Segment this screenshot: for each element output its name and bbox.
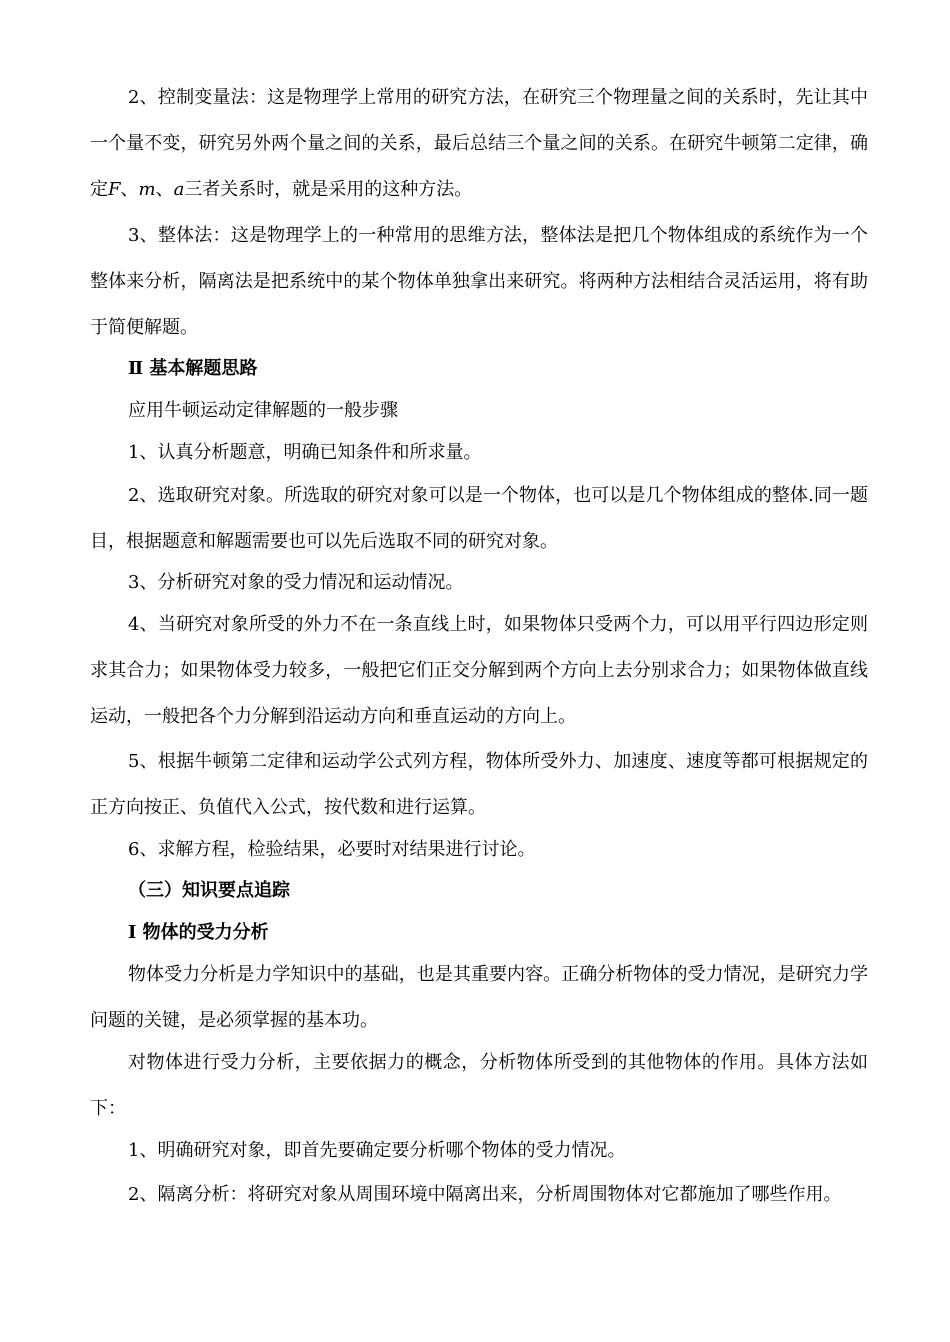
paragraph-step-4: 4、当研究对象所受的外力不在一条直线上时，如果物体只受两个力，可以用平行四边形定则求其合力；如果物体受力较多，一般把它们正交分解到两个方向上去分别求合力；如果物体做直线运动，一般把各个力分解到沿运动方向和垂直运动的方向上。 bbox=[90, 614, 868, 727]
paragraph-method-step-1: 1、明确研究对象，即首先要确定要分析哪个物体的受力情况。 bbox=[128, 1140, 626, 1161]
paragraph-force-analysis-method: 对物体进行受力分析，主要依据力的概念，分析物体所受到的其他物体的作用。具体方法如下： bbox=[90, 1052, 868, 1119]
paragraph-holistic-method: 3、整体法：这是物理学上的一种常用的思维方法，整体法是把几个物体组成的系统作为一个整体来分析，隔离法是把系统中的某个物体单独拿出来研究。将两种方法相结合灵活运用，将有助于简便解题。 bbox=[90, 225, 868, 338]
section-heading-problem-solving: Ⅱ 基本解题思路 bbox=[128, 358, 258, 379]
symbol-F: F bbox=[108, 179, 121, 200]
paragraph-text: 2、控制变量法：这是物理学上常用的研究方法，在研究三个物理量之间的关系时，先让其中一个量不变，研究另外两个量之间的关系，最后总结三个量之间的关系。在研究牛顿第二定律，确定 bbox=[90, 87, 868, 200]
symbol-m: m bbox=[138, 179, 156, 200]
paragraph-step-2: 2、选取研究对象。所选取的研究对象可以是一个物体，也可以是几个物体组成的整体.同一题目，根据题意和解题需要也可以先后选取不同的研究对象。 bbox=[90, 485, 868, 552]
separator: 、 bbox=[155, 179, 174, 200]
paragraph-force-analysis-intro: 物体受力分析是力学知识中的基础，也是其重要内容。正确分析物体的受力情况，是研究力学问题的关键，是必须掌握的基本功。 bbox=[90, 964, 868, 1031]
paragraph-step-6: 6、求解方程，检验结果，必要时对结果进行讨论。 bbox=[128, 839, 536, 860]
symbol-a: a bbox=[173, 179, 185, 200]
paragraph-step-1: 1、认真分析题意，明确已知条件和所求量。 bbox=[128, 442, 482, 463]
paragraph-control-variable-method bbox=[90, 75, 868, 213]
paragraph-method-step-2: 2、隔离分析：将研究对象从周围环境中隔离出来，分析周围物体对它都施加了哪些作用。 bbox=[128, 1184, 842, 1205]
separator: 、 bbox=[120, 179, 139, 200]
section-heading-knowledge-points: （三）知识要点追踪 bbox=[128, 880, 290, 901]
section-heading-force-analysis: Ⅰ 物体的受力分析 bbox=[128, 922, 269, 943]
paragraph-text: 三者关系时，就是采用的这种方法。 bbox=[184, 179, 473, 200]
paragraph-step-3: 3、分析研究对象的受力情况和运动情况。 bbox=[128, 572, 464, 593]
paragraph-step-5: 5、根据牛顿第二定律和运动学公式列方程，物体所受外力、加速度、速度等都可根据规定的正方向按正、负值代入公式，按代数和进行运算。 bbox=[90, 751, 868, 818]
paragraph-general-steps: 应用牛顿运动定律解题的一般步骤 bbox=[128, 400, 398, 421]
